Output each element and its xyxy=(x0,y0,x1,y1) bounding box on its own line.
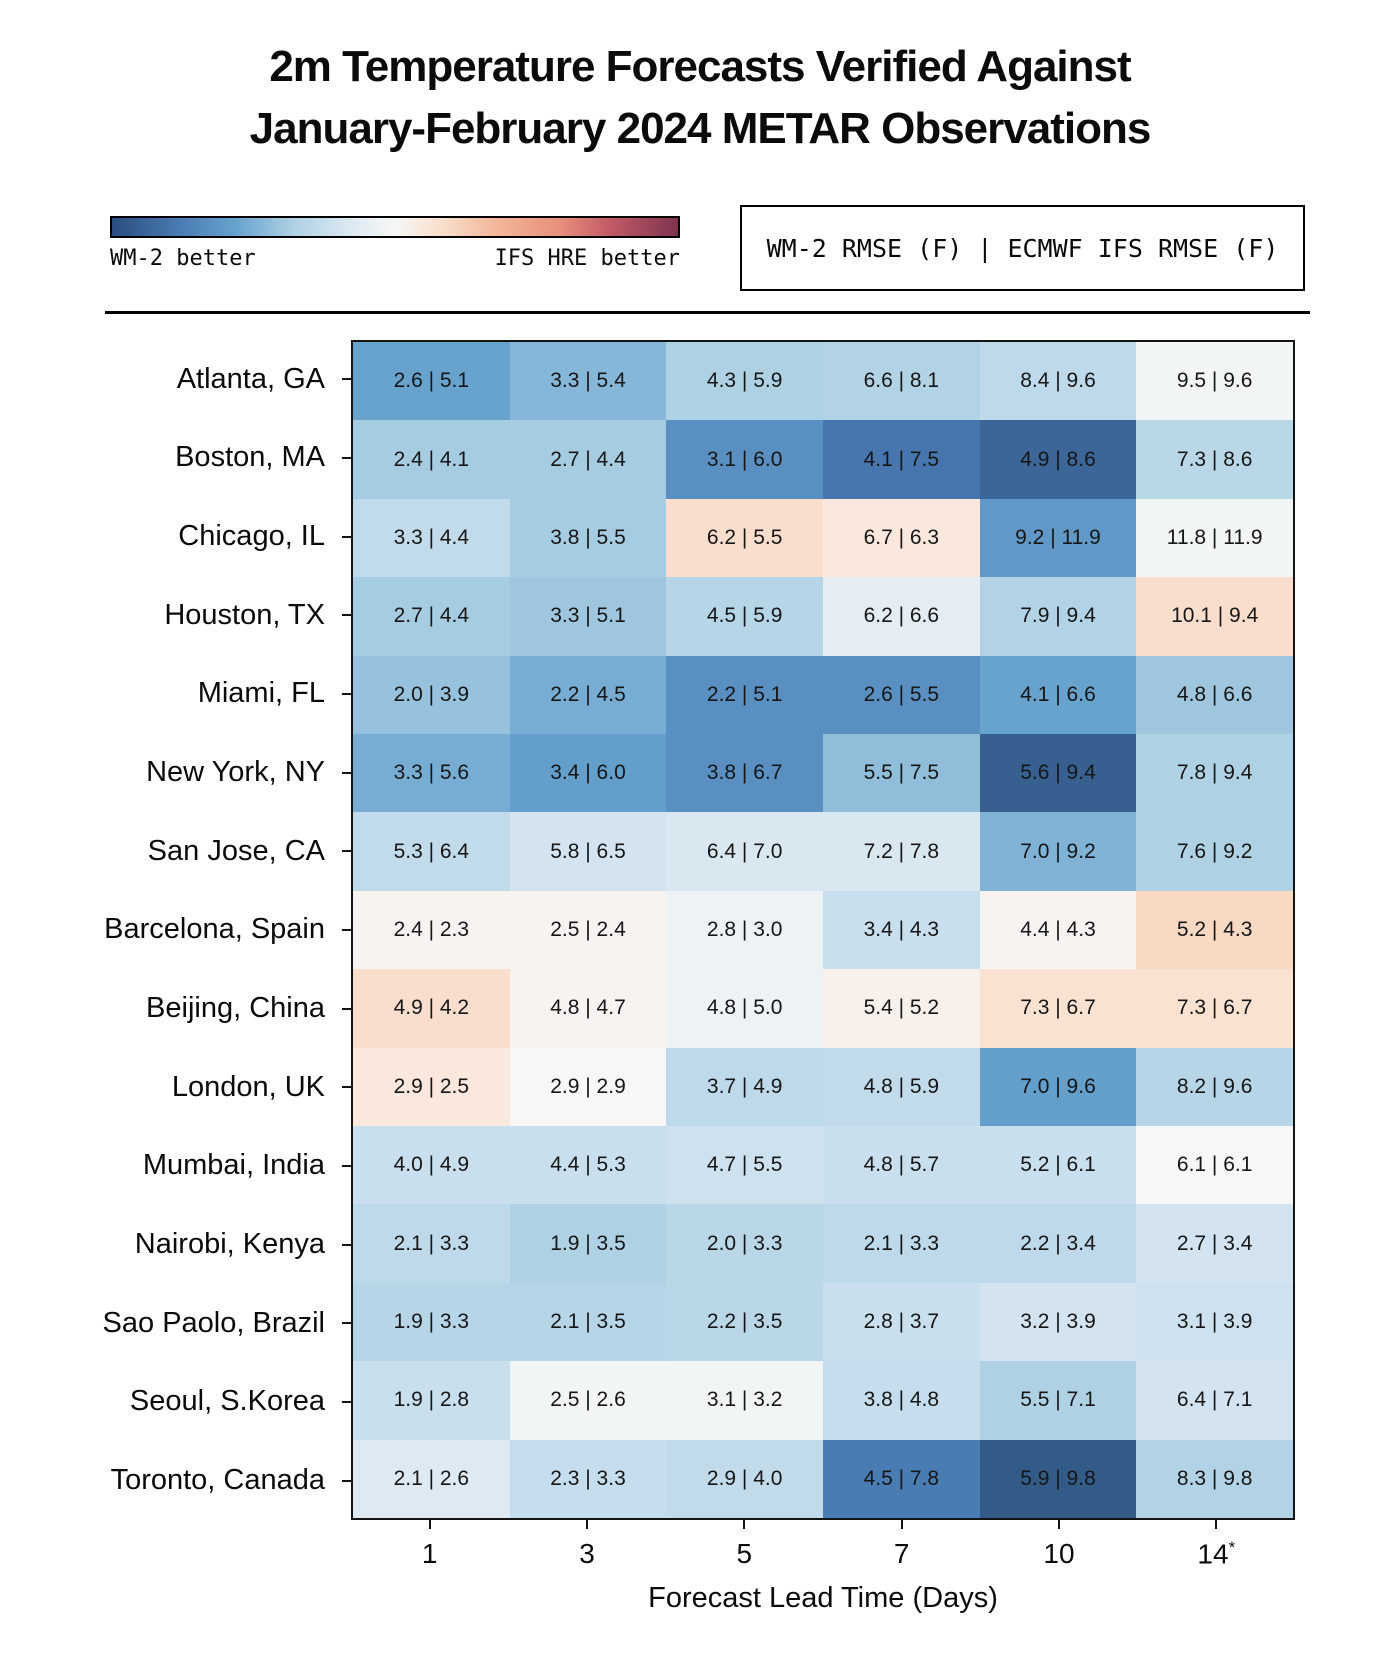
y-tick-mark xyxy=(342,1322,351,1324)
y-tick-mark xyxy=(342,772,351,774)
heatmap-cell: 2.6 | 5.5 xyxy=(823,656,980,734)
heatmap-cell: 3.2 | 3.9 xyxy=(980,1283,1137,1361)
y-axis-labels xyxy=(0,340,339,1520)
heatmap-cell: 8.4 | 9.6 xyxy=(980,342,1137,420)
heatmap-cell: 7.3 | 8.6 xyxy=(1136,420,1293,498)
row-label: San Jose, CA xyxy=(147,834,325,867)
row-label: Boston, MA xyxy=(175,441,325,474)
heatmap-cell: 4.4 | 4.3 xyxy=(980,891,1137,969)
heatmap-cell: 2.1 | 3.3 xyxy=(353,1204,510,1282)
heatmap-cell: 2.8 | 3.7 xyxy=(823,1283,980,1361)
heatmap-cell: 7.0 | 9.6 xyxy=(980,1048,1137,1126)
heatmap-cell: 5.2 | 4.3 xyxy=(1136,891,1293,969)
y-tick-mark xyxy=(342,850,351,852)
x-tick-label: 5 xyxy=(736,1538,753,1569)
x-tick-label: 14* xyxy=(1197,1538,1236,1570)
divider-line xyxy=(105,311,1310,314)
heatmap-cell: 5.9 | 9.8 xyxy=(980,1440,1137,1518)
heatmap-cell: 5.2 | 6.1 xyxy=(980,1126,1137,1204)
heatmap-cell: 4.9 | 4.2 xyxy=(353,969,510,1047)
colorbar xyxy=(110,216,680,271)
heatmap-cell: 3.7 | 4.9 xyxy=(666,1048,823,1126)
heatmap-cell: 2.5 | 2.4 xyxy=(510,891,667,969)
heatmap-cell: 4.1 | 6.6 xyxy=(980,656,1137,734)
heatmap-cell: 7.0 | 9.2 xyxy=(980,812,1137,890)
y-tick-mark xyxy=(342,614,351,616)
heatmap-cell: 4.1 | 7.5 xyxy=(823,420,980,498)
row-label: Sao Paolo, Brazil xyxy=(102,1306,325,1339)
chart-title-line2: January-February 2024 METAR Observations xyxy=(249,104,1151,153)
heatmap-cell: 4.5 | 7.8 xyxy=(823,1440,980,1518)
y-tick-mark xyxy=(342,1401,351,1403)
heatmap-cell: 4.8 | 5.9 xyxy=(823,1048,980,1126)
x-tick-mark xyxy=(901,1520,903,1529)
heatmap-cell: 6.4 | 7.1 xyxy=(1136,1361,1293,1439)
heatmap-cell: 5.3 | 6.4 xyxy=(353,812,510,890)
chart-title xyxy=(0,36,1400,160)
heatmap-cell: 4.8 | 5.7 xyxy=(823,1126,980,1204)
heatmap-cell: 2.9 | 2.9 xyxy=(510,1048,667,1126)
x-tick-mark xyxy=(743,1520,745,1529)
y-tick-mark xyxy=(342,1165,351,1167)
row-label: Chicago, IL xyxy=(178,520,325,553)
heatmap-cell: 5.6 | 9.4 xyxy=(980,734,1137,812)
row-label: Houston, TX xyxy=(164,598,325,631)
heatmap-cell: 3.1 | 3.9 xyxy=(1136,1283,1293,1361)
row-label: Barcelona, Spain xyxy=(104,913,325,946)
x-tick-label: 7 xyxy=(893,1538,910,1569)
heatmap-cell: 6.2 | 6.6 xyxy=(823,577,980,655)
heatmap-cell: 4.3 | 5.9 xyxy=(666,342,823,420)
heatmap-cell: 11.8 | 11.9 xyxy=(1136,499,1293,577)
y-tick-mark xyxy=(342,536,351,538)
row-label: Nairobi, Kenya xyxy=(134,1228,325,1261)
heatmap-cell: 5.5 | 7.5 xyxy=(823,734,980,812)
row-label: New York, NY xyxy=(146,756,325,789)
x-tick-label: 10 xyxy=(1043,1538,1075,1569)
heatmap-cell: 3.4 | 4.3 xyxy=(823,891,980,969)
heatmap-cell: 10.1 | 9.4 xyxy=(1136,577,1293,655)
heatmap-cell: 3.3 | 5.4 xyxy=(510,342,667,420)
y-tick-mark xyxy=(342,457,351,459)
colorbar-labels xyxy=(110,246,680,271)
heatmap-cell: 7.6 | 9.2 xyxy=(1136,812,1293,890)
row-label: Seoul, S.Korea xyxy=(129,1385,325,1418)
x-tick-label: 3 xyxy=(579,1538,595,1569)
x-tick-mark xyxy=(1058,1520,1060,1529)
heatmap-cell: 4.0 | 4.9 xyxy=(353,1126,510,1204)
heatmap-cell: 4.8 | 4.7 xyxy=(510,969,667,1047)
heatmap-cell: 1.9 | 2.8 xyxy=(353,1361,510,1439)
units-legend-text: WM-2 RMSE (F) | ECMWF IFS RMSE (F) xyxy=(766,233,1279,263)
x-tick-mark xyxy=(586,1520,588,1529)
units-legend-box xyxy=(740,205,1305,291)
heatmap-cell: 3.3 | 4.4 xyxy=(353,499,510,577)
heatmap-cell: 1.9 | 3.3 xyxy=(353,1283,510,1361)
colorbar-left-label: WM-2 better xyxy=(110,246,256,271)
heatmap-cell: 3.8 | 6.7 xyxy=(666,734,823,812)
heatmap-cell: 3.1 | 3.2 xyxy=(666,1361,823,1439)
heatmap-cell: 7.2 | 7.8 xyxy=(823,812,980,890)
heatmap-cell: 3.8 | 5.5 xyxy=(510,499,667,577)
heatmap-cell: 2.4 | 4.1 xyxy=(353,420,510,498)
colorbar-gradient xyxy=(110,216,680,238)
heatmap-cell: 2.8 | 3.0 xyxy=(666,891,823,969)
row-label: Mumbai, India xyxy=(142,1149,325,1182)
heatmap-cell: 2.7 | 4.4 xyxy=(510,420,667,498)
heatmap-cell: 5.4 | 5.2 xyxy=(823,969,980,1047)
heatmap-cell: 2.7 | 3.4 xyxy=(1136,1204,1293,1282)
row-label: Miami, FL xyxy=(197,677,325,710)
y-tick-mark xyxy=(342,1480,351,1482)
heatmap-cell: 7.8 | 9.4 xyxy=(1136,734,1293,812)
heatmap-cell: 8.2 | 9.6 xyxy=(1136,1048,1293,1126)
heatmap-cell: 6.4 | 7.0 xyxy=(666,812,823,890)
heatmap-cell: 6.7 | 6.3 xyxy=(823,499,980,577)
x-tick-mark xyxy=(1215,1520,1217,1529)
row-label: Toronto, Canada xyxy=(110,1464,325,1497)
heatmap-cell: 6.2 | 5.5 xyxy=(666,499,823,577)
heatmap-cell: 6.6 | 8.1 xyxy=(823,342,980,420)
x-axis-tick-labels xyxy=(351,1538,1295,1570)
heatmap-cell: 2.2 | 3.4 xyxy=(980,1204,1137,1282)
chart-title-line1: 2m Temperature Forecasts Verified Against xyxy=(269,42,1131,91)
heatmap-grid xyxy=(351,340,1295,1520)
y-tick-mark xyxy=(342,378,351,380)
heatmap-cell: 7.3 | 6.7 xyxy=(980,969,1137,1047)
heatmap-cell: 4.8 | 6.6 xyxy=(1136,656,1293,734)
heatmap-cell: 2.7 | 4.4 xyxy=(353,577,510,655)
row-label: Beijing, China xyxy=(146,992,325,1025)
x-tick-label: 1 xyxy=(421,1538,438,1569)
y-tick-mark xyxy=(342,929,351,931)
heatmap-cell: 4.7 | 5.5 xyxy=(666,1126,823,1204)
heatmap-cell: 1.9 | 3.5 xyxy=(510,1204,667,1282)
y-tick-mark xyxy=(342,1086,351,1088)
heatmap-cell: 3.8 | 4.8 xyxy=(823,1361,980,1439)
heatmap-cell: 2.3 | 3.3 xyxy=(510,1440,667,1518)
heatmap-cell: 4.9 | 8.6 xyxy=(980,420,1137,498)
heatmap-cell: 5.8 | 6.5 xyxy=(510,812,667,890)
heatmap-cell: 2.2 | 5.1 xyxy=(666,656,823,734)
heatmap-cell: 2.4 | 2.3 xyxy=(353,891,510,969)
y-tick-mark xyxy=(342,1244,351,1246)
heatmap-cell: 2.0 | 3.3 xyxy=(666,1204,823,1282)
heatmap-cell: 2.5 | 2.6 xyxy=(510,1361,667,1439)
colorbar-right-label: IFS HRE better xyxy=(494,246,680,271)
heatmap-cell: 4.4 | 5.3 xyxy=(510,1126,667,1204)
heatmap-cell: 6.1 | 6.1 xyxy=(1136,1126,1293,1204)
heatmap-cell: 2.1 | 2.6 xyxy=(353,1440,510,1518)
heatmap-cell: 9.5 | 9.6 xyxy=(1136,342,1293,420)
heatmap-cell: 2.0 | 3.9 xyxy=(353,656,510,734)
heatmap-cell: 4.5 | 5.9 xyxy=(666,577,823,655)
heatmap-cell: 2.2 | 3.5 xyxy=(666,1283,823,1361)
heatmap-cell: 2.9 | 4.0 xyxy=(666,1440,823,1518)
heatmap-cell: 2.2 | 4.5 xyxy=(510,656,667,734)
y-tick-mark xyxy=(342,1008,351,1010)
heatmap-cell: 3.1 | 6.0 xyxy=(666,420,823,498)
heatmap-cell: 2.6 | 5.1 xyxy=(353,342,510,420)
heatmap-cell: 8.3 | 9.8 xyxy=(1136,1440,1293,1518)
heatmap-cell: 2.1 | 3.5 xyxy=(510,1283,667,1361)
row-label: London, UK xyxy=(171,1070,325,1103)
heatmap-cell: 7.9 | 9.4 xyxy=(980,577,1137,655)
heatmap-cell: 9.2 | 11.9 xyxy=(980,499,1137,577)
heatmap-cell: 4.8 | 5.0 xyxy=(666,969,823,1047)
x-axis-title: Forecast Lead Time (Days) xyxy=(648,1582,998,1614)
heatmap-cell: 3.3 | 5.6 xyxy=(353,734,510,812)
heatmap-cell: 5.5 | 7.1 xyxy=(980,1361,1137,1439)
row-label: Atlanta, GA xyxy=(176,362,325,395)
y-tick-mark xyxy=(342,693,351,695)
x-tick-mark xyxy=(429,1520,431,1529)
heatmap-cell: 3.4 | 6.0 xyxy=(510,734,667,812)
heatmap-cell: 2.1 | 3.3 xyxy=(823,1204,980,1282)
heatmap-cell: 2.9 | 2.5 xyxy=(353,1048,510,1126)
heatmap-cell: 7.3 | 6.7 xyxy=(1136,969,1293,1047)
x-tick-asterisk: * xyxy=(1228,1538,1236,1557)
heatmap-cell: 3.3 | 5.1 xyxy=(510,577,667,655)
